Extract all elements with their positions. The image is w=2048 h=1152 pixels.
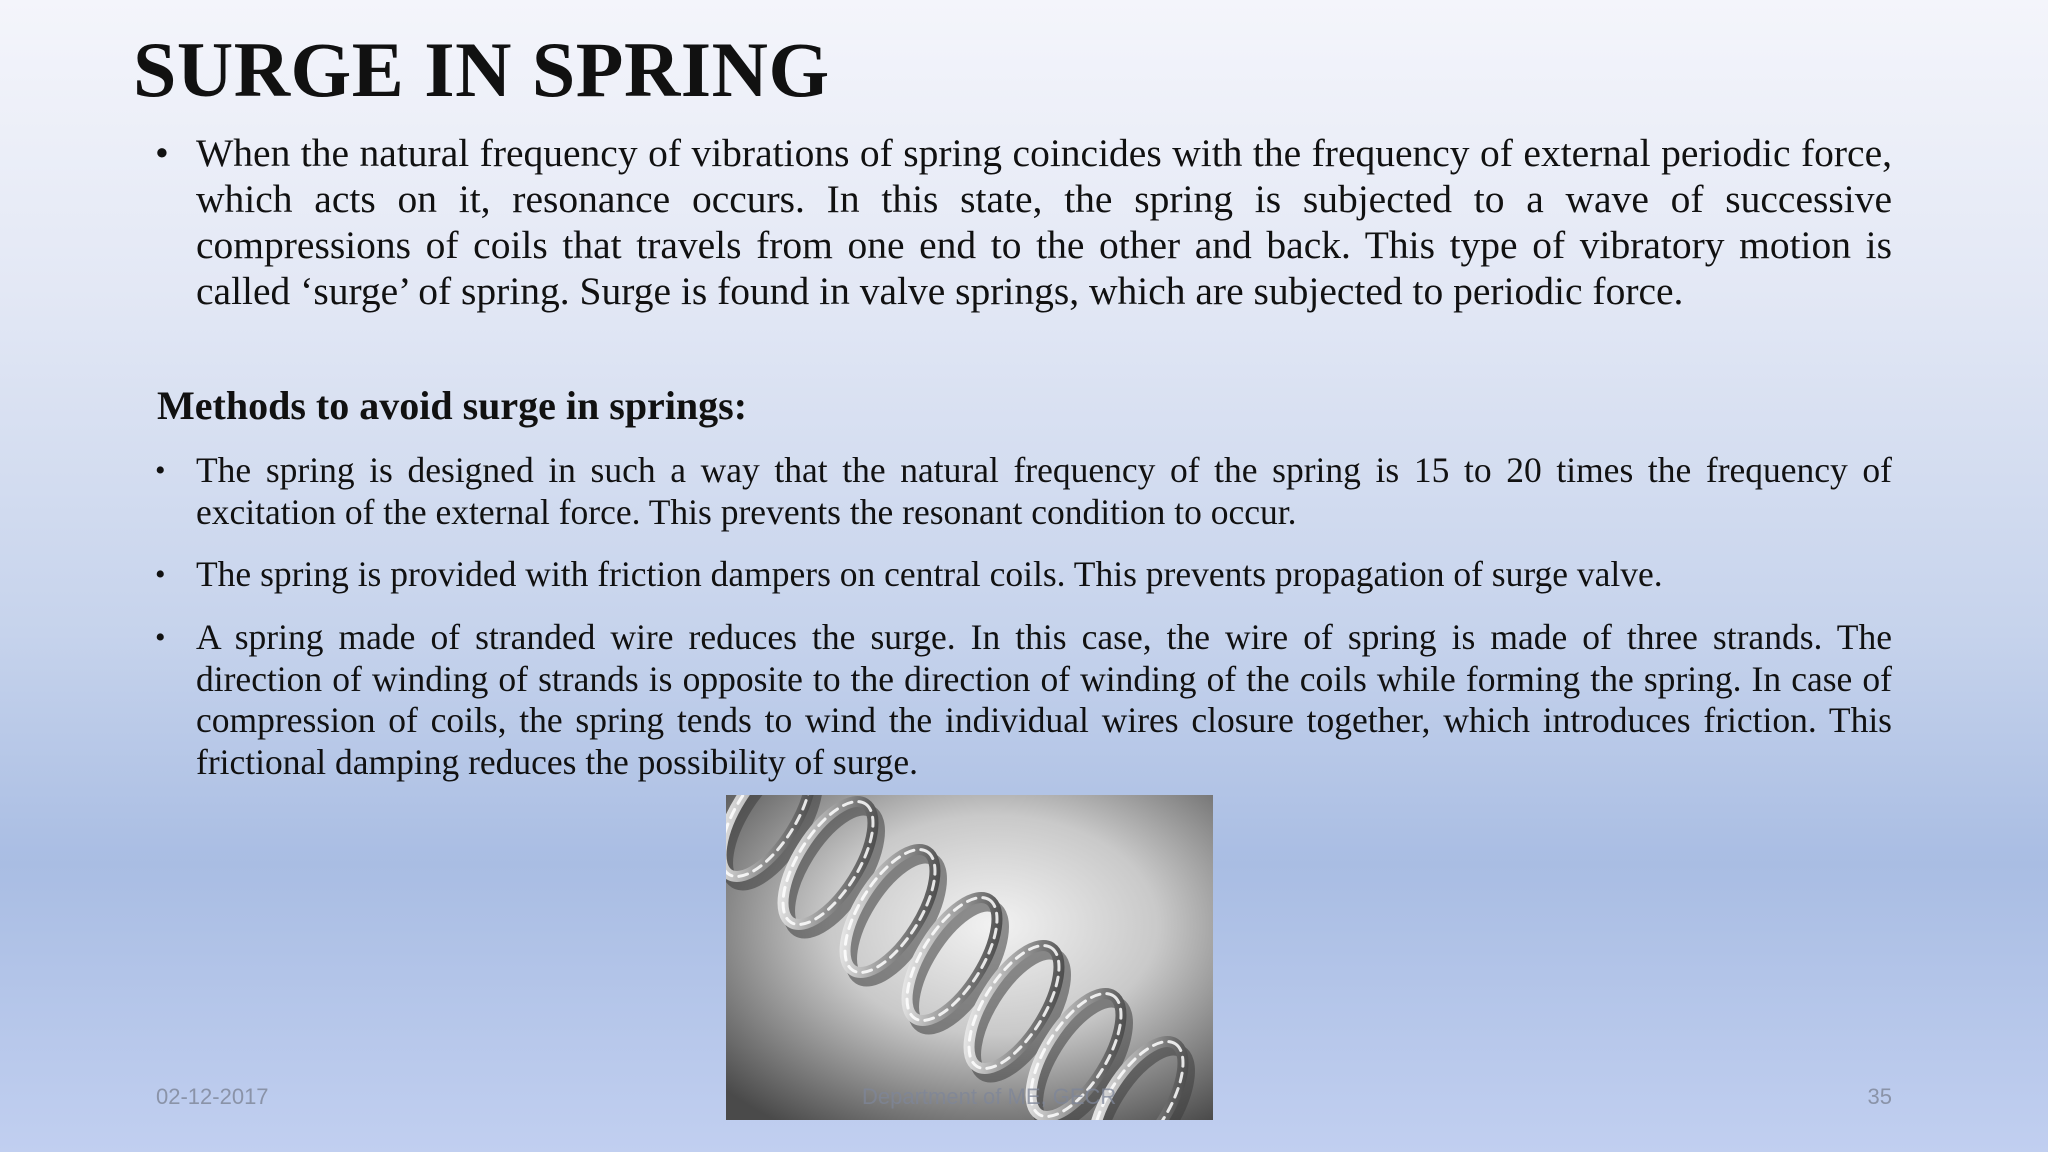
footer-page-number: 35 bbox=[1867, 1084, 1892, 1109]
stranded-spring-photo bbox=[726, 795, 1213, 1120]
bullet-marker: • bbox=[155, 131, 169, 175]
method-text-2: The spring is provided with friction dampers on central coils. This prevents propagation of surge valve. bbox=[196, 554, 1663, 594]
method-text-3: A spring made of stranded wire reduces the surge. In this case, the wire of spring is made of three strands. The direction of winding of strands is opposite to the direction of winding of the coils while forming the spring. In case of compression of coils, the spring tends to wind the individual wires closure together, which introduces friction. This frictional damping reduces the possibility of surge. bbox=[196, 617, 1892, 782]
footer-date: 02-12-2017 bbox=[156, 1084, 269, 1109]
intro-bullet-text: When the natural frequency of vibrations of spring coincides with the frequency of external periodic force, which acts on it, resonance occurs. In this state, the spring is subjected to a wave of successive compressions of coils that travels from one end to the other and back. This type of vibratory motion is called ‘surge’ of spring. Surge is found in valve springs, which are subjected to periodic force. bbox=[196, 131, 1892, 313]
intro-bullet bbox=[155, 130, 1892, 314]
bullet-marker: • bbox=[155, 621, 166, 654]
method-bullet-1 bbox=[155, 450, 1892, 533]
method-bullet-3 bbox=[155, 617, 1892, 783]
footer-department: Department of ME, GECR bbox=[862, 1084, 1117, 1109]
slide-title: SURGE IN SPRING bbox=[133, 26, 830, 113]
method-text-1: The spring is designed in such a way that the natural frequency of the spring is 15 to 20 times the frequency of excitation of the external force. This prevents the resonant condition to occur. bbox=[196, 450, 1892, 532]
methods-heading: Methods to avoid surge in springs: bbox=[157, 383, 748, 428]
method-bullet-2 bbox=[155, 554, 1892, 596]
bullet-marker: • bbox=[155, 558, 166, 591]
bullet-marker: • bbox=[155, 454, 166, 487]
